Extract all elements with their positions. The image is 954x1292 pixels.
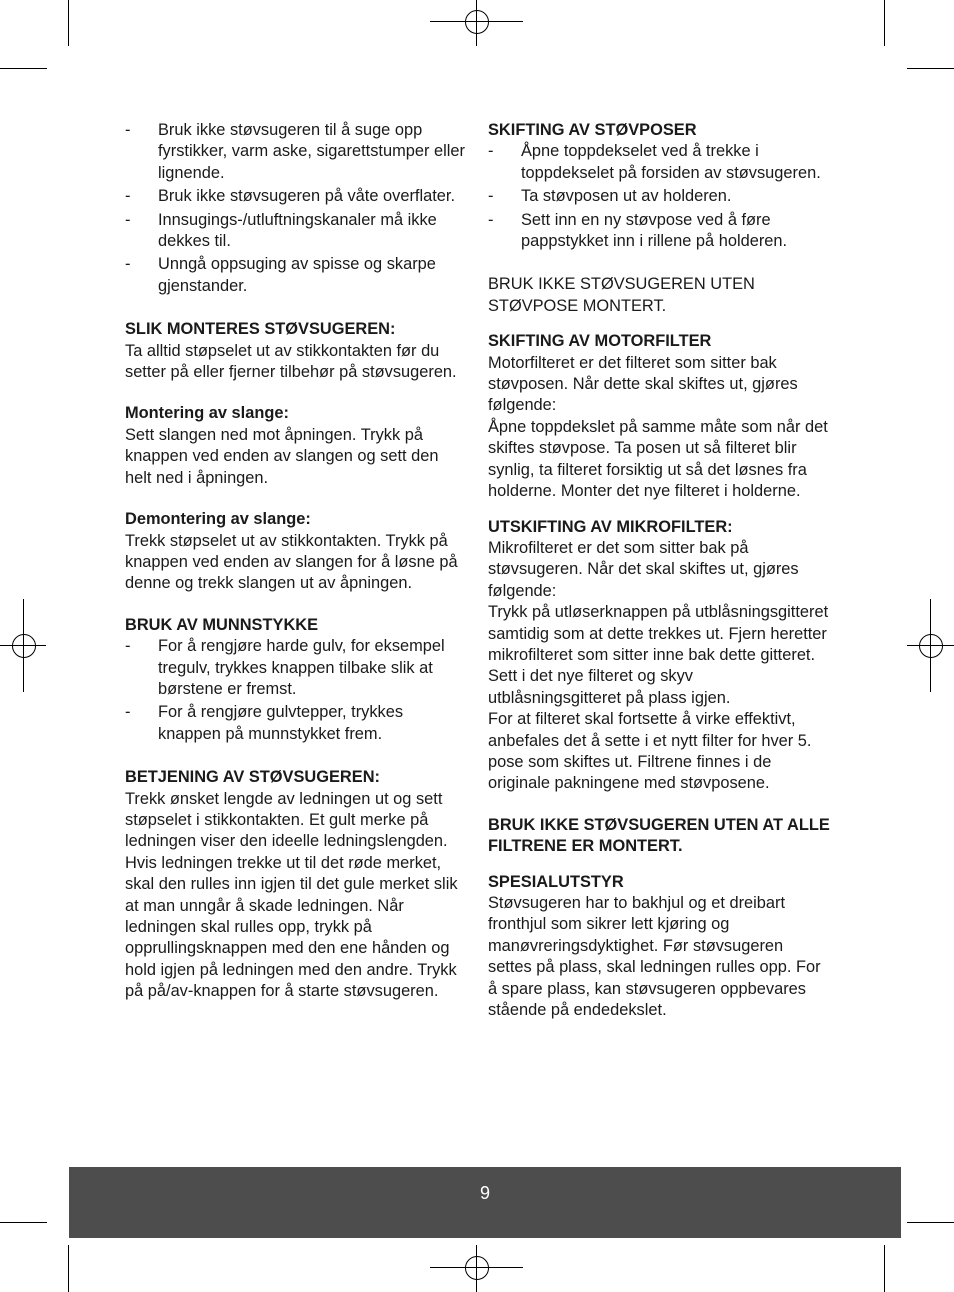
left-column bbox=[125, 120, 465, 1003]
crop-mark bbox=[0, 1222, 47, 1223]
list-item bbox=[488, 210, 830, 253]
list-item bbox=[488, 141, 830, 184]
filters-warning: BRUK IKKE STØVSUGEREN UTEN AT ALLE FILTRENE ER MONTERT. bbox=[488, 815, 830, 856]
nozzle-list bbox=[125, 636, 465, 745]
micro-filter-heading: UTSKIFTING AV MIKROFILTER: bbox=[488, 517, 733, 536]
assembly-text: Ta alltid støpselet ut av stikkontakten før du setter på eller fjerner tilbehør på støvsugeren. bbox=[125, 341, 457, 382]
dash-marker: - bbox=[125, 703, 131, 722]
list-item-text: Innsugings-/utluftningskanaler må ikke dekkes til. bbox=[158, 210, 437, 251]
dash-marker: - bbox=[125, 210, 131, 229]
hose-remove-title: Demontering av slange: bbox=[125, 510, 311, 529]
page-number: 9 bbox=[479, 1183, 490, 1203]
list-item bbox=[125, 636, 465, 700]
crop-mark bbox=[884, 1245, 885, 1292]
operation-heading: BETJENING AV STØVSUGEREN: bbox=[125, 768, 380, 787]
dash-marker: - bbox=[125, 187, 131, 206]
dash-marker: - bbox=[125, 637, 131, 656]
list-item bbox=[125, 186, 465, 207]
hose-mount-text: Sett slangen ned mot åpningen. Trykk på knappen ved enden av slangen og sett den helt ned i åpningen. bbox=[125, 425, 439, 487]
special-text: Støvsugeren har to bakhjul og et dreibart fronthjul som sikrer lett kjøring og manøvreringsdyktighet. Før støvsugeren settes på plass, skal ledningen rulles opp. For å spare plass, kan støvsugeren oppbevares stående på endedekslet. bbox=[488, 894, 821, 1020]
list-item-text: Sett inn en ny støvpose ved å føre pappstykket inn i rillene på holderen. bbox=[521, 210, 788, 251]
dash-marker: - bbox=[488, 142, 494, 161]
special-heading: SPESIALUTSTYR bbox=[488, 872, 624, 891]
list-item-text: Bruk ikke støvsugeren på våte overflater. bbox=[158, 187, 455, 206]
list-item-text: For å rengjøre harde gulv, for eksempel tregulv, trykkes knappen tilbake slik at børstene er fremst. bbox=[158, 637, 445, 698]
dash-marker: - bbox=[488, 187, 494, 206]
dash-marker: - bbox=[125, 121, 131, 139]
crop-mark bbox=[68, 1245, 69, 1292]
bag-warning: BRUK IKKE STØVSUGEREN UTEN STØVPOSE MONTERT. bbox=[488, 275, 755, 315]
assembly-heading: SLIK MONTERES STØVSUGEREN: bbox=[125, 320, 396, 339]
motor-filter-text: Motorfilteret er det filteret som sitter bak støvposen. Når dette skal skiftes ut, gjøres følgende: bbox=[488, 353, 798, 415]
motor-filter-heading: SKIFTING AV MOTORFILTER bbox=[488, 332, 712, 351]
crop-mark bbox=[907, 68, 954, 69]
nozzle-heading: BRUK AV MUNNSTYKKE bbox=[125, 615, 319, 634]
list-item-text: Bruk ikke støvsugeren til å suge opp fyrstikker, varm aske, sigarettstumper eller lignende. bbox=[158, 121, 465, 182]
list-item bbox=[488, 186, 830, 207]
micro-filter-advice: For at filteret skal fortsette å virke effektivt, anbefales det å sette i et nytt filter for hver 5. pose som skiftes ut. Filtrene finnes i de originale pakningene med støvposene. bbox=[488, 710, 812, 793]
bag-change-heading: SKIFTING AV STØVPOSER bbox=[488, 121, 697, 139]
micro-filter-text: Mikrofilteret er det som sitter bak på støvsugeren. Når det skal skiftes ut, gjøres følgende: bbox=[488, 538, 799, 600]
operation-text: Trekk ønsket lengde av ledningen ut og sett støpselet i stikkontakten. Et gult merke på ledningen viser den ideelle ledningslengden. Hvis ledningen trekke ut til det røde merket, skal den rulles inn igjen til det gule merket slik at man unngår å skade ledningen. Når ledningen skal rulles opp, trykk på opprullingsknappen med den ene hånden og hold igjen på ledningen med den andre. Trykk på på/av-knappen for å starte støvsugeren. bbox=[125, 789, 458, 1001]
page-footer bbox=[69, 1167, 901, 1238]
crop-mark bbox=[907, 1222, 954, 1223]
list-item-text: For å rengjøre gulvtepper, trykkes knappen på munnstykket frem. bbox=[158, 703, 404, 743]
list-item-text: Åpne toppdekselet ved å trekke i toppdekselet på forsiden av støvsugeren. bbox=[521, 142, 821, 182]
list-item-text: Unngå oppsuging av spisse og skarpe gjenstander. bbox=[158, 255, 436, 295]
list-item bbox=[125, 254, 465, 297]
crop-mark bbox=[0, 68, 47, 69]
list-item-text: Ta støvposen ut av holderen. bbox=[521, 187, 732, 206]
micro-filter-steps: Trykk på utløserknappen på utblåsningsgitteret samtidig som at dette trekkes ut. Fjern heretter mikrofilteret som sitter inne bak dette gitteret. Sett i det nye filteret og skyv utblåsningsgitteret på plass igjen. bbox=[488, 603, 829, 707]
dash-marker: - bbox=[125, 255, 131, 274]
hose-mount-title: Montering av slange: bbox=[125, 404, 289, 423]
bag-change-list bbox=[488, 141, 830, 252]
right-column bbox=[488, 120, 830, 1021]
motor-filter-steps: Åpne toppdekslet på samme måte som når det skiftes støvpose. Ta posen ut så filteret blir synlig, ta filteret forsiktig ut så det løsnes fra holderne. Monter det nye filteret i holderne. bbox=[488, 417, 828, 501]
safety-list bbox=[125, 120, 465, 297]
dash-marker: - bbox=[488, 210, 494, 229]
hose-remove-text: Trekk støpselet ut av stikkontakten. Trykk på knappen ved enden av slangen for å løsne på denne og trekk slangen ut av åpningen. bbox=[125, 531, 458, 593]
list-item bbox=[125, 210, 465, 253]
list-item bbox=[125, 120, 465, 184]
list-item bbox=[125, 702, 465, 745]
crop-mark bbox=[68, 0, 69, 46]
crop-mark bbox=[884, 0, 885, 46]
